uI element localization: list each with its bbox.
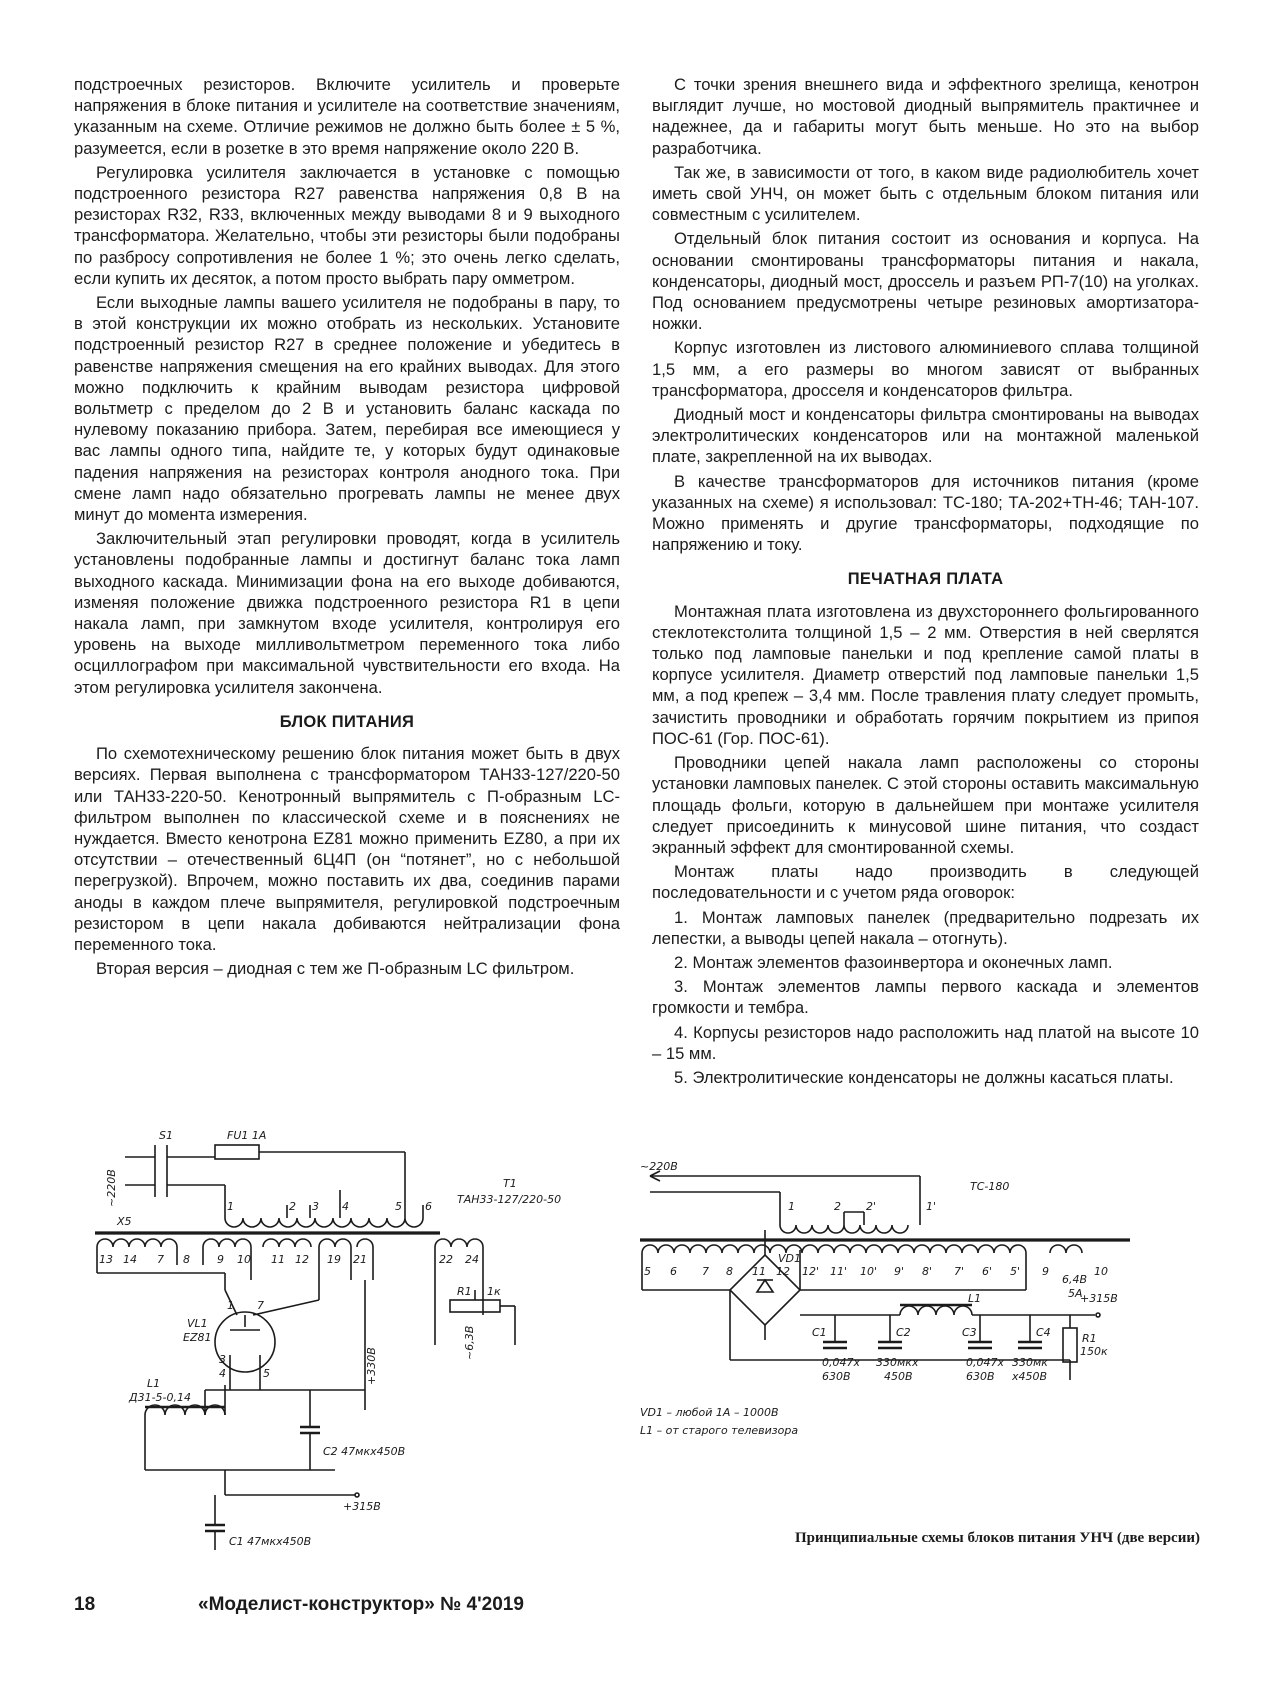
label-c2: C2 (896, 1326, 911, 1339)
pin-label: 21 (353, 1253, 367, 1266)
pin-label: 12' (802, 1265, 820, 1278)
label-heater-voltage: ~6,3В (463, 1325, 476, 1360)
paragraph: По схемотехническому решению блок питания может быть в двух версиях. Первая выполнена с трансформатором ТАН33-127/220-50 или ТАН33-220-50. Кенотронный выпрямитель с П-образным LC-фильтром выполнен по классической схеме и в пояснениях не нуждается. Вместо кенотрона EZ81 можно применить EZ80, а при их отсутствии – отечественный 6Ц4П (он “потянет”, но с небольшой перегрузкой). Впрочем, можно поставить их два, соединив парами аноды в каждом плече выпрямителя, регулировкой подстроечным резистором в цепи накала добиваются нейтрализации фона переменного тока. (74, 744, 620, 954)
list-item: 5. Электролитические конденсаторы не должны касаться платы. (674, 1067, 1174, 1087)
pin-label: 8 (183, 1253, 190, 1266)
pin-label: 19 (327, 1253, 341, 1266)
pin-label: 9' (894, 1265, 905, 1278)
label-vd1: VD1 (778, 1252, 801, 1265)
label-c1: C1 (812, 1326, 827, 1339)
pin-label: 2' (866, 1200, 877, 1213)
label-c2-voltage: 450В (884, 1370, 913, 1383)
pin-label: 9 (217, 1253, 224, 1266)
note-vd1: VD1 – любой 1А – 1000В (640, 1406, 779, 1419)
pin-label: 11 (271, 1253, 285, 1266)
paragraph: Заключительный этап регулировки проводят, когда в усилитель установлены подобранные лампы и достигнут баланс тока ламп выходного каскада. Минимизации фона на его выходе добиваются, изменяя положение движка подстроенного резистора R1 в цепи накала ламп, при замкнутом входе усилителя, контролируя его уровень на выходе милливольтметром переменного тока либо осциллографом при максимальной чувствительности его входа. На этом регулировка усилителя закончена. (74, 529, 620, 697)
paragraph: Диодный мост и конденсаторы фильтра смонтированы на выводах электролитических конденсаторов или на монтажной маленькой плате, закрепленной на их выводах. (652, 405, 1199, 467)
pin-label: 5 (263, 1367, 270, 1380)
paragraph: В качестве трансформаторов для источников питания (кроме указанных на схеме) я использовал: ТС-180; ТА-202+ТН-46; ТАН-107. Можно применять и другие трансформаторы, подходящие по напряжению и току. (652, 471, 1199, 555)
label-mains: ~220В (640, 1160, 678, 1173)
pin-label: 9 (1042, 1265, 1049, 1278)
pin-label: 1 (788, 1200, 795, 1213)
label-mains: ~220В (105, 1169, 118, 1207)
label-x5: X5 (117, 1215, 132, 1228)
paragraph: Так же, в зависимости от того, в каком виде радиолюбитель хочет иметь свой УНЧ, он может быть с отдельным блоком питания или совместным с усилителем. (652, 162, 1199, 225)
label-t1-type: ТАН33-127/220-50 (457, 1193, 562, 1206)
pin-label: 5 (644, 1265, 651, 1278)
label-l1: L1 (147, 1377, 161, 1390)
label-c4-value: 330мк (1012, 1356, 1048, 1369)
label-l1: L1 (968, 1292, 982, 1305)
pin-label: 11 (752, 1265, 766, 1278)
paragraph: Монтажная плата изготовлена из двухстороннего фольгированного стеклотекстолита толщиной 1,5 – 2 мм. Отверстия в ней сверлятся только под ламповые панельки и под крепление самой платы в корпусе усилителя. Диаметр отверстий под ламповые панельки 1,5 мм, а под крепеж – 3,4 мм. После травления плату следует промыть, зачистить проводники и обработать горячим покрытием из припоя ПОС-61 (Гор. ПОС-61). (652, 601, 1199, 748)
left-column (74, 74, 620, 982)
pin-label: 7 (157, 1253, 164, 1266)
pin-label: 8 (726, 1265, 733, 1278)
paragraph: Корпус изготовлен из листового алюминиевого сплава толщиной 1,5 мм, а его размеры во многом зависят от выбранных трансформатора, дросселя и конденсаторов фильтра. (652, 338, 1199, 400)
label-r1: R1 (1082, 1332, 1097, 1345)
pin-label: 4 (342, 1200, 349, 1213)
paragraph: Если выходные лампы вашего усилителя не подобраны в пару, то в этой конструкции их можно отобрать из нескольких. Установите подстроенный резистор R27 в среднее положение и убедитесь в равенстве напряжения смещения на его крайних выводах. Для этого можно подключить к крайним выводам резистора цифровой вольтметр с пределом до 2 В и установить баланс каскада по нулевому показанию прибора. Затем, перебирая все имеющиеся у вас лампы одного типа, найдите те, у которых будут одинаковые падения напряжения на резисторах контроля анодного тока. При смене ламп надо обязательно прогревать лампы не менее двух минут до момента измерения. (74, 293, 620, 525)
pin-label: 6' (982, 1265, 993, 1278)
pin-label: 10 (1094, 1265, 1108, 1278)
label-r1: R1 (457, 1285, 472, 1298)
label-vl1: VL1 (187, 1317, 208, 1330)
pin-label: 1 (227, 1299, 234, 1312)
journal-title: «Моделист-конструктор» № 4'2019 (198, 1594, 524, 1615)
pin-label: 1 (227, 1200, 234, 1213)
paragraph: С точки зрения внешнего вида и эффектного зрелища, кенотрон выглядит лучше, но мостовой диодный выпрямитель практичнее и надежнее, да и габариты могут быть меньше. Но это на выбор разработчика. (652, 75, 1199, 158)
label-s1: S1 (159, 1129, 173, 1142)
pin-label: 14 (123, 1253, 137, 1266)
note-l1: L1 – от старого телевизора (640, 1424, 799, 1437)
pin-label: 10 (237, 1253, 251, 1266)
section-heading-pcb: ПЕЧАТНАЯ ПЛАТА (847, 570, 1004, 589)
label-c4-voltage: х450В (1012, 1370, 1048, 1383)
label-c1-value: 0,047х (822, 1356, 861, 1369)
pin-label: 7 (257, 1299, 264, 1312)
label-ez81: EZ81 (183, 1331, 212, 1344)
paragraph: Монтаж платы надо производить в следующей последовательности и с учетом ряда оговорок: (652, 862, 1199, 903)
pin-label: 10' (860, 1265, 878, 1278)
pin-label: 7 (702, 1265, 709, 1278)
paragraph: Проводники цепей накала ламп расположены со стороны установки ламповых панелек. С этой стороны оставить максимальную площадь фольги, которую в дальнейшем при монтаже усилителя следует присоединить к минусовой шине питания, что создаст экранный эффект для смонтированной схемы. (652, 753, 1199, 857)
label-315v: +315В (1080, 1292, 1118, 1305)
paragraph: Отдельный блок питания состоит из основания и корпуса. На основании смонтированы трансформаторы питания и накала, конденсаторы, диодный мост, дроссель и разъем РП-7(10) на уголках. Под основанием предусмотрены четыре резиновых амортизатора-ножки. (652, 229, 1199, 334)
pin-label: 2 (289, 1200, 296, 1213)
label-c2: C2 47мкх450В (323, 1445, 406, 1458)
right-column (652, 74, 1199, 1091)
schematic-diode-power-supply (640, 1150, 1210, 1480)
list-item: 2. Монтаж элементов фазоинвертора и оконечных ламп. (674, 952, 1113, 972)
pin-label: 2 (834, 1200, 841, 1213)
section-heading-power-supply: БЛОК ПИТАНИЯ (279, 712, 415, 731)
pin-label: 24 (465, 1253, 479, 1266)
page-number: 18 (74, 1594, 96, 1615)
label-l1-type: Д31-5-0,14 (129, 1391, 192, 1404)
label-transformer: ТС-180 (970, 1180, 1010, 1193)
pin-label: 5 (395, 1200, 402, 1213)
list-item: 3. Монтаж элементов лампы первого каскада и элементов громкости и тембра. (652, 977, 1199, 1018)
label-heater-amps: 5А (1068, 1287, 1083, 1300)
label-c3-value: 0,047х (966, 1356, 1005, 1369)
label-c2-value: 330мкх (876, 1356, 919, 1369)
pin-label: 6 (670, 1265, 677, 1278)
pin-label: 12 (295, 1253, 309, 1266)
pin-label: 22 (439, 1253, 453, 1266)
list-item: 4. Корпусы резисторов надо расположить над платой на высоте 10 – 15 мм. (652, 1022, 1199, 1063)
paragraph: Вторая версия – диодная с тем же П-образным LC фильтром. (96, 959, 575, 979)
label-t1: T1 (503, 1177, 517, 1190)
label-c3-voltage: 630В (966, 1370, 995, 1383)
pin-label: 4 (219, 1367, 226, 1380)
label-r1-value: 1к (487, 1285, 501, 1298)
pin-label: 11' (830, 1265, 848, 1278)
label-r1-value: 150к (1080, 1345, 1108, 1358)
list-item: 1. Монтаж ламповых панелек (предварительно подрезать их лепестки, а выводы цепей накала – отогнуть). (652, 907, 1199, 948)
pin-label: 3 (312, 1200, 319, 1213)
paragraph: Регулировка усилителя заключается в установке с помощью подстроенного резистора R27 равенства напряжения 0,8 В на резисторах R32, R33, включенных между выводами 8 и 9 выходного трансформатора. Желательно, чтобы эти резисторы были подобраны по разбросу сопротивления не более 1 %; это очень легко сделать, если купить их десяток, а потом просто выбрать пару омметром. (74, 162, 620, 288)
label-c1-voltage: 630В (822, 1370, 851, 1383)
label-315v: +315В (343, 1500, 381, 1513)
label-heater: 6,4В (1062, 1273, 1088, 1286)
pin-label: 8' (922, 1265, 933, 1278)
label-330v: +330В (365, 1347, 378, 1385)
label-c3: C3 (962, 1326, 977, 1339)
label-fu1: FU1 1А (227, 1129, 267, 1142)
schematic-kenotron-power-supply (95, 1115, 635, 1555)
pin-label: 1' (926, 1200, 937, 1213)
pin-label: 5' (1010, 1265, 1021, 1278)
figure-caption: Принципиальные схемы блоков питания УНЧ (две версии) (794, 1530, 1200, 1546)
pin-label: 3 (219, 1353, 226, 1366)
pin-label: 12 (776, 1265, 790, 1278)
label-c1: C1 47мкх450В (229, 1535, 312, 1548)
pin-label: 6 (425, 1200, 432, 1213)
label-c4: C4 (1036, 1326, 1051, 1339)
pin-label: 13 (99, 1253, 113, 1266)
pin-label: 7' (954, 1265, 965, 1278)
paragraph: подстроечных резисторов. Включите усилитель и проверьте напряжения в блоке питания и усилителе на соответствие значениям, указанным на схеме. Отличие режимов не должно быть более ± 5 %, разумеется, если в розетке в это время напряжение около 220 В. (74, 75, 620, 158)
